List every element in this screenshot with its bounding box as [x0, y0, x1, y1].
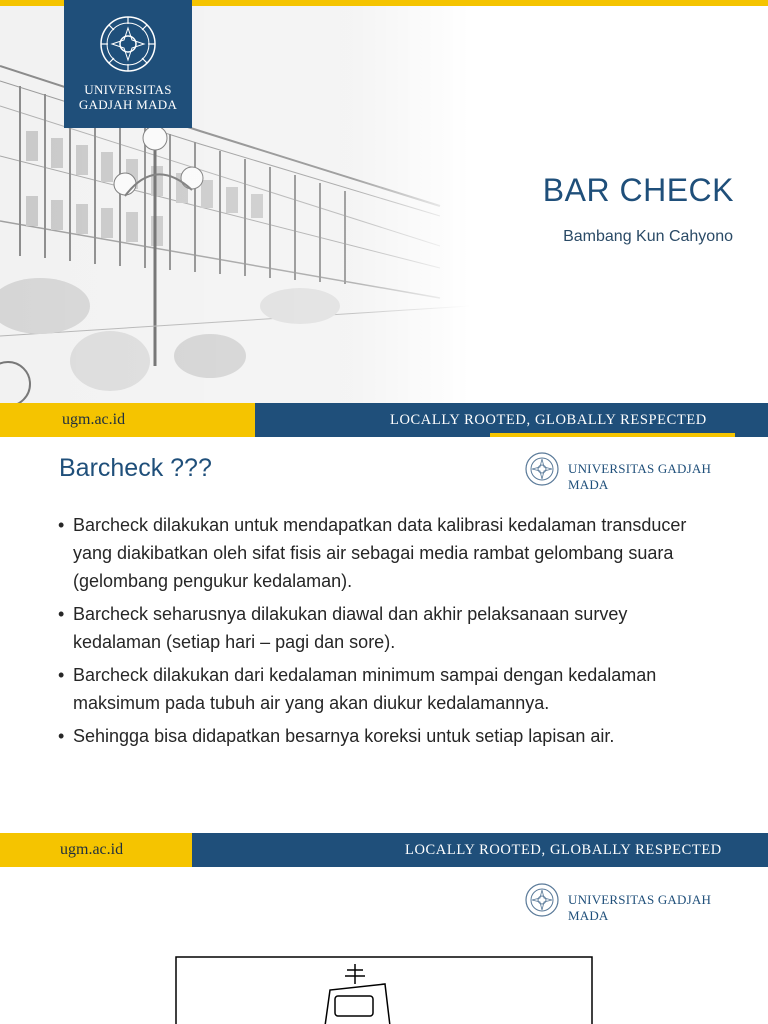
ugm-header-logo: [524, 451, 734, 492]
slide-footer: [0, 403, 768, 437]
bullet-item: • Sehingga bisa didapatkan besarnya koreksi untuk setiap lapisan air.: [58, 722, 718, 750]
bullet-item: • Barcheck dilakukan untuk mendapatkan data kalibrasi kedalaman transducer yang diakibatkan oleh sifat fisis air sebagai media rambat gelombang suara (gelombang pengukur kedalaman).: [58, 511, 718, 595]
footer-url: ugm.ac.id: [62, 411, 126, 428]
bullet-item: • Barcheck dilakukan dari kedalaman minimum sampai dengan kedalaman maksimum pada tubuh air yang akan diukur kedalamannya.: [58, 661, 718, 717]
logo-line-1: UNIVERSITAS: [84, 82, 172, 97]
slide-title: Barcheck ???: [59, 454, 212, 482]
ugm-seal-icon: [524, 882, 560, 918]
ugm-seal-icon: [524, 451, 560, 487]
footer-tagline: LOCALLY ROOTED, GLOBALLY RESPECTED: [390, 412, 707, 428]
slide-title: BAR CHECK: [542, 172, 734, 208]
logo-line-2: GADJAH MADA: [78, 97, 178, 112]
bullet-item: • Barcheck seharusnya dilakukan diawal dan akhir pelaksanaan survey kedalaman (setiap hari – pagi dan sore).: [58, 600, 718, 656]
ugm-header-logo: [524, 882, 734, 923]
ship-icon: [325, 964, 390, 1024]
bullet-list: [58, 511, 718, 755]
barcheck-diagram: [175, 956, 593, 1024]
university-name: UNIVERSITAS GADJAH MADA: [568, 892, 712, 923]
content-slide: [0, 437, 768, 878]
ugm-logo-box: [64, 0, 192, 128]
footer-url: ugm.ac.id: [60, 841, 124, 858]
slide-footer: [0, 833, 768, 867]
title-slide: [0, 0, 768, 437]
logo-wordmark: [64, 82, 192, 112]
author-name: Bambang Kun Cahyono: [563, 228, 733, 245]
ugm-seal-icon: [98, 14, 158, 74]
footer-yellow-band: [0, 403, 255, 437]
diagram-slide: [0, 878, 768, 1024]
footer-tagline: LOCALLY ROOTED, GLOBALLY RESPECTED: [405, 842, 722, 858]
university-name: UNIVERSITAS GADJAH MADA: [568, 461, 712, 492]
